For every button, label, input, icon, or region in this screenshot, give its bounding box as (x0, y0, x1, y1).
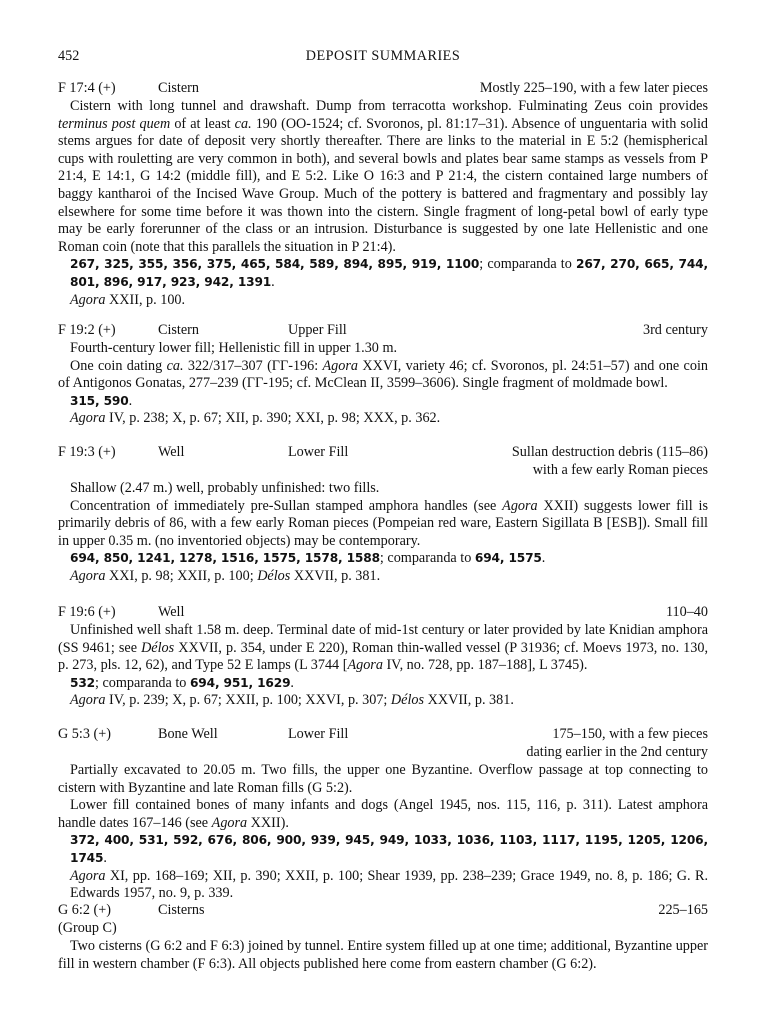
deposit-id: F 19:6 (+) (58, 604, 116, 620)
deposit-type: Well (158, 604, 185, 620)
entry-description: Lower fill contained bones of many infants and dogs (Angel 1945, nos. 115, 116, p. 311). Latest amphora handle dates 167–146 (see Agora XXII). (58, 797, 708, 831)
deposit-date: 225–165 (658, 902, 708, 918)
bibliography: Agora XXII, p. 100. (70, 291, 186, 308)
deposit-date-continued: dating earlier in the 2nd century (526, 744, 708, 760)
deposit-type: Cistern (158, 80, 199, 96)
deposit-date: Sullan destruction debris (115–86) (511, 444, 708, 460)
entry-header (58, 604, 708, 622)
catalogue-references: 372, 400, 531, 592, 676, 806, 900, 939, 945, 949, 1033, 1036, 1103, 1117, 1195, 1205, 1206, 1745. (70, 833, 708, 866)
deposit-type: Bone Well (158, 726, 218, 742)
deposit-type: Cistern (158, 322, 199, 338)
catalogue-references: 532; comparanda to 694, 951, 1629. (70, 674, 294, 691)
entry-description: Cistern with long tunnel and drawshaft. Dump from terracotta workshop. Fulminating Zeus coin provides terminus post quem of at least ca. 190 (OO-1524; cf. Svoronos, pl. 81:17–31). Absence of unguentaria with solid stems argues for date of deposit very shortly thereafter. There are links to the material in E 5:2 (hemispherical cups with rouletting are very common in both), and several bowls and plates bear same stamps as vessels from P 21:4, E 14:1, G 14:2 (middle fill), and E 5:2. Like O 16:3 and P 21:4, the cistern contained large numbers of baggy kantharoi of the Incised Wave Group. Much of the pottery is battered and fragmentary and possibly lay elsewhere for some time before it was thown into the cistern. Single fragment of long-petal bowl of early type may be early forerunner of the class or an intrusion. Disturbance is suggested by one late Hellenistic and one Roman coin (note that this parallels the situation in P 21:4). (58, 98, 709, 255)
bibliography: Agora XI, pp. 168–169; XII, p. 390; XXII, p. 100; Shear 1939, pp. 238–239; Grace 1949, no. 8, p. 186; G. R. Edwards 1957, no. 9, p. 339. (70, 867, 708, 902)
deposit-date: 110–40 (665, 604, 708, 620)
deposit-entry-g5-3 (58, 726, 708, 903)
deposit-group: (Group C) (58, 920, 117, 936)
deposit-type: Well (158, 444, 185, 460)
page-number: 452 (58, 48, 80, 64)
deposit-fill: Lower Fill (288, 444, 349, 460)
deposit-id: G 6:2 (+) (58, 902, 111, 918)
deposit-fill: Upper Fill (288, 322, 347, 338)
deposit-id: F 19:3 (+) (58, 444, 116, 460)
bibliography: Agora IV, p. 238; X, p. 67; XII, p. 390; XXI, p. 98; XXX, p. 362. (70, 410, 441, 427)
deposit-entry-f19-2 (58, 322, 708, 428)
running-title: DEPOSIT SUMMARIES (305, 48, 461, 64)
entry-header (58, 80, 708, 98)
entry-description: Two cisterns (G 6:2 and F 6:3) joined by tunnel. Entire system filled up at one time; additional, Byzantine upper fill in western chamber (F 6:3). All objects published here come from eastern chamber (G 6:2). (58, 938, 708, 972)
entry-description: Concentration of immediately pre-Sullan stamped amphora handles (see Agora XXII) suggests lower fill is primarily debris of 86, with a few early Roman pieces (Pompeian red ware, Eastern Sigillata B [ESB]). Small fill in upper 0.35 m. (no inventoried objects) may be contemporary. (58, 497, 708, 549)
entry-header (58, 902, 708, 938)
deposit-id: F 19:2 (+) (58, 322, 116, 338)
deposit-fill: Lower Fill (288, 726, 349, 742)
deposit-id: F 17:4 (+) (58, 80, 116, 96)
deposit-entry-f19-3 (58, 444, 708, 586)
running-header (58, 48, 708, 66)
deposit-entry-g6-2 (58, 902, 708, 973)
deposit-date-continued: with a few early Roman pieces (532, 462, 708, 478)
deposit-type: Cisterns (158, 902, 205, 918)
deposit-date: 3rd century (642, 322, 708, 338)
entry-header (58, 444, 708, 480)
catalogue-references: 694, 850, 1241, 1278, 1516, 1575, 1578, 1588; comparanda to 694, 1575. (70, 550, 546, 567)
entry-description: One coin dating ca. 322/317–307 (ΓΓ-196: Agora XXVI, variety 46; cf. Svoronos, pl. 24:51–57) and one coin of Antigonos Gonatas, 277–239 (ΓΓ-195; cf. McClean II, 3599–3606). Single fragment of moldmade bowl. (58, 357, 708, 392)
bibliography: Agora IV, p. 239; X, p. 67; XXII, p. 100; XXVI, p. 307; Délos XXVII, p. 381. (70, 692, 514, 709)
deposit-entry-f19-6 (58, 604, 708, 710)
deposit-date: 175–150, with a few pieces (552, 726, 708, 742)
entry-header (58, 726, 708, 762)
entry-description: Shallow (2.47 m.) well, probably unfinished: two fills. (70, 480, 380, 496)
entry-description: Unfinished well shaft 1.58 m. deep. Terminal date of mid-1st century or later provided by late Knidian amphora (SS 9461; see Délos XXVII, p. 354, under E 220), Roman thin-walled vessel (P 31936; cf. Moevs 1973, no. 130, p. 273, pls. 12, 62), and Type 52 E lamps (L 3744 [Agora IV, no. 728, pp. 187–188], L 3745). (58, 622, 708, 674)
catalogue-references: 267, 325, 355, 356, 375, 465, 584, 589, 894, 895, 919, 1100; comparanda to 267, 270, 665, 744, 801, 896, 917, 923, 942, 1391. (70, 256, 708, 290)
entry-description: Fourth-century lower fill; Hellenistic fill in upper 1.30 m. (70, 340, 398, 356)
bibliography: Agora XXI, p. 98; XXII, p. 100; Délos XXVII, p. 381. (70, 567, 381, 584)
catalogue-references: 315, 590. (70, 392, 133, 409)
deposit-date: Mostly 225–190, with a few later pieces (479, 80, 708, 96)
deposit-entry-f17-4 (58, 80, 708, 309)
deposit-id: G 5:3 (+) (58, 726, 111, 742)
entry-description: Partially excavated to 20.05 m. Two fills, the upper one Byzantine. Overflow passage at top connecting to cistern with Byzantine and late Roman fills (G 5:2). (58, 762, 708, 796)
entry-header (58, 322, 708, 340)
